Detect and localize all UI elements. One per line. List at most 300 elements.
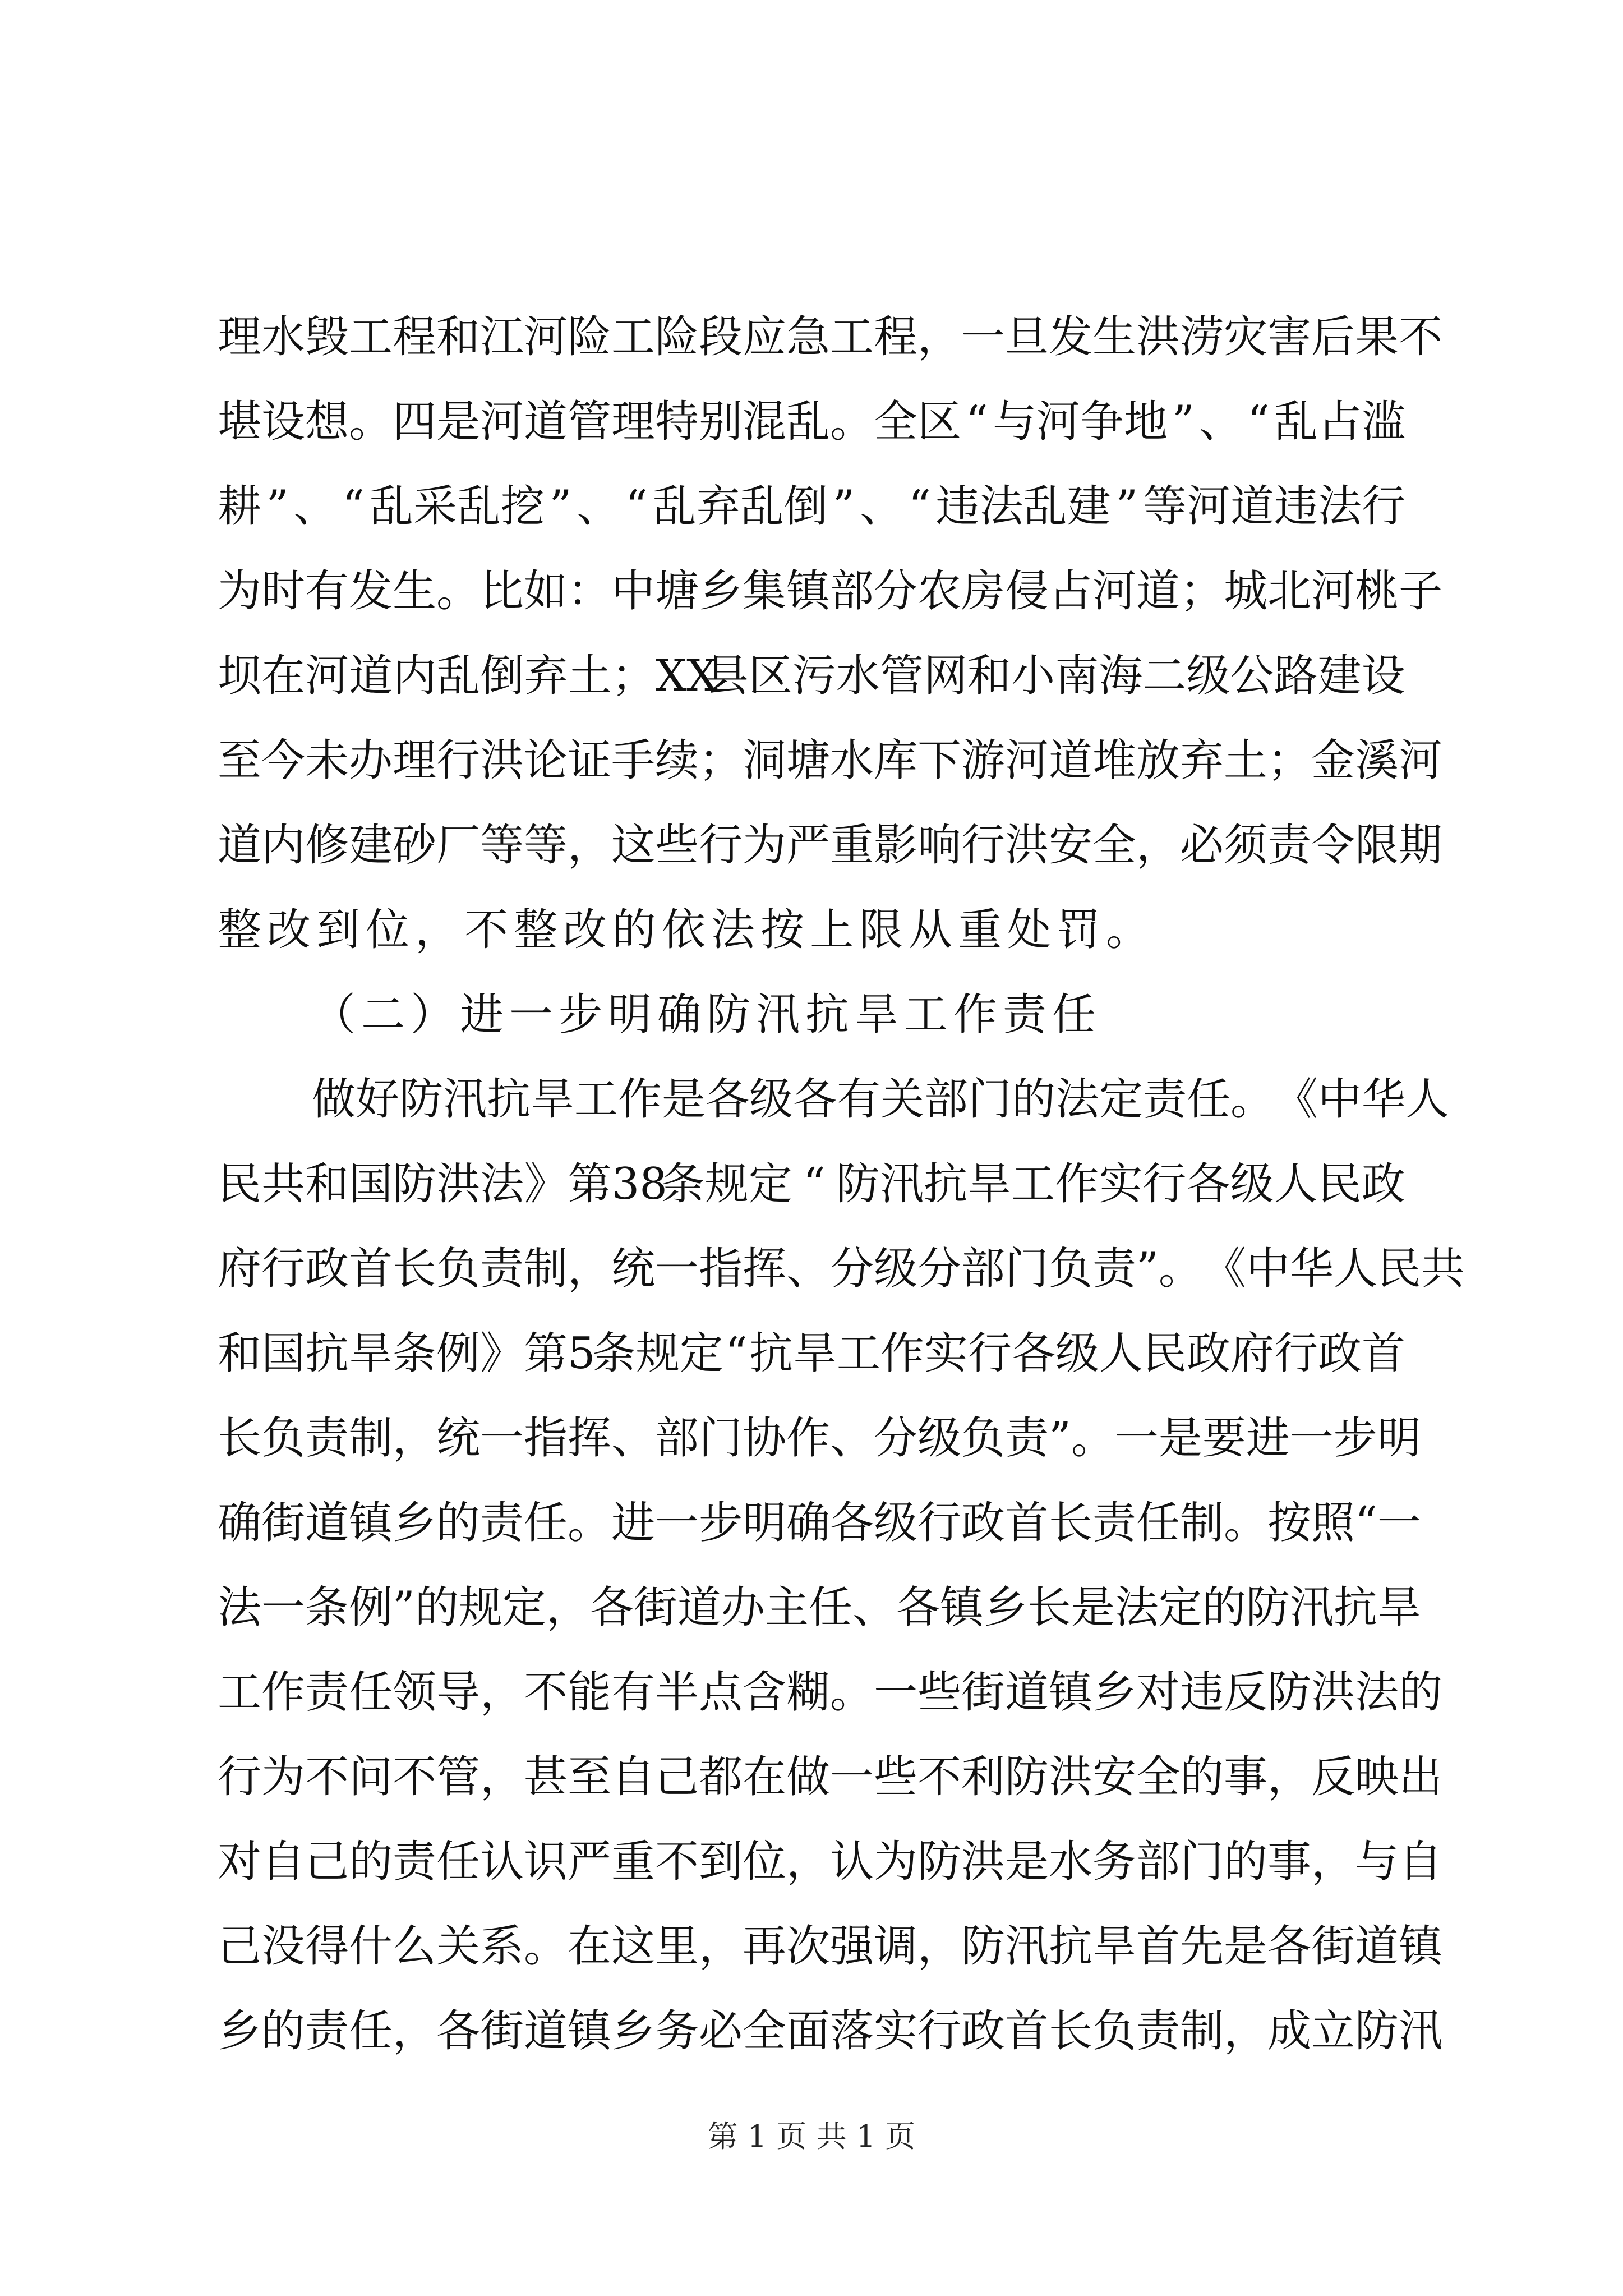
text-glyph: 耕: [218, 481, 262, 532]
paragraph-line: [218, 1498, 1421, 1548]
section-heading: （二）进一步明确防汛抗旱工作责任: [312, 990, 1102, 1040]
text-glyph: 分: [874, 566, 918, 616]
text-glyph: 乱: [652, 481, 697, 532]
text-glyph: 中: [611, 566, 656, 616]
text-glyph: 、: [860, 481, 904, 532]
text-glyph: 程: [393, 312, 437, 362]
text-glyph: 道: [349, 651, 393, 701]
text-glyph: 一: [961, 312, 1006, 362]
text-glyph: 不: [305, 1752, 349, 1802]
text-glyph: 坝: [218, 651, 262, 701]
text-glyph: 不: [524, 1667, 568, 1718]
text-glyph: 《: [1202, 1244, 1246, 1294]
text-glyph: 镇: [1049, 1667, 1093, 1718]
text-glyph: 影: [874, 820, 918, 871]
text-glyph: 急: [786, 312, 831, 362]
text-glyph: 落: [830, 2006, 874, 2056]
text-glyph: 统: [436, 1413, 481, 1464]
text-glyph: 段: [699, 312, 743, 362]
text-glyph: 己: [655, 1752, 699, 1802]
text-glyph: 级: [749, 1074, 794, 1125]
text-glyph: 各: [436, 2006, 481, 2056]
text-glyph: 灾: [1224, 312, 1268, 362]
text-glyph: 没: [261, 1921, 306, 1972]
text-glyph: 责: [480, 1244, 524, 1294]
text-glyph: 汛: [1005, 1921, 1049, 1972]
text-glyph: 作: [880, 1328, 925, 1379]
text-glyph: 中: [1318, 1074, 1362, 1125]
text-glyph: 弃: [696, 481, 740, 532]
text-glyph: ；: [699, 735, 743, 786]
text-glyph: 按: [1267, 1498, 1312, 1548]
text-glyph: 桃: [1355, 566, 1399, 616]
text-glyph: 政: [1361, 1159, 1405, 1209]
text-glyph: 行: [1142, 1159, 1187, 1209]
text-glyph: 5: [568, 1328, 596, 1379]
text-glyph: 一: [1289, 1413, 1334, 1464]
text-glyph: 次: [786, 1921, 831, 1972]
text-glyph: 长: [218, 1413, 262, 1464]
text-glyph: 门: [1005, 1244, 1049, 1294]
text-glyph: 国: [349, 1159, 393, 1209]
text-glyph: 人: [1274, 1159, 1318, 1209]
text-glyph: 至: [568, 1752, 612, 1802]
paragraph-line: [218, 397, 1406, 447]
text-glyph: 《: [1274, 1074, 1318, 1125]
text-glyph: 违: [1180, 1667, 1224, 1718]
text-glyph: 责: [1143, 1074, 1187, 1125]
text-glyph: 分: [874, 1413, 918, 1464]
text-glyph: 自: [261, 1837, 306, 1887]
text-glyph: 后: [1311, 312, 1355, 362]
text-glyph: “: [625, 481, 648, 532]
text-glyph: ，: [1267, 1752, 1312, 1802]
text-glyph: 到: [699, 1837, 743, 1887]
text-glyph: 洪: [1136, 312, 1181, 362]
text-glyph: 行: [961, 820, 1006, 871]
paragraph-line: [218, 481, 1405, 532]
text-glyph: 违: [935, 481, 980, 532]
text-glyph: 旱: [793, 1328, 837, 1379]
paragraph-line: [218, 1328, 1406, 1379]
text-glyph: 首: [349, 1244, 393, 1294]
text-glyph: 反: [1311, 1752, 1355, 1802]
text-glyph: 设: [261, 397, 306, 447]
text-glyph: 续: [655, 735, 699, 786]
text-glyph: 县: [704, 651, 749, 701]
text-glyph: 洪: [1049, 1752, 1093, 1802]
text-glyph: 一: [655, 1498, 699, 1548]
text-glyph: 洪: [961, 1837, 1006, 1887]
text-glyph: 乱: [1274, 397, 1318, 447]
text-glyph: 责: [393, 1837, 437, 1887]
text-glyph: 确: [786, 1498, 831, 1548]
text-glyph: 砂: [393, 820, 437, 871]
text-glyph: 防: [1355, 2006, 1399, 2056]
text-glyph: 抗: [1333, 1582, 1377, 1633]
text-glyph: 门: [1180, 1837, 1224, 1887]
text-glyph: 理: [611, 397, 656, 447]
text-glyph: 首: [1005, 1498, 1049, 1548]
text-glyph: ，: [917, 312, 962, 362]
text-glyph: 政: [961, 1498, 1006, 1548]
text-glyph: 民: [218, 1159, 262, 1209]
text-glyph: 毁: [305, 312, 349, 362]
text-glyph: 未: [305, 735, 349, 786]
text-glyph: 想: [305, 397, 349, 447]
text-glyph: 南: [1055, 651, 1099, 701]
text-glyph: 部: [924, 1074, 969, 1125]
text-glyph: 主: [764, 1582, 809, 1633]
text-glyph: 害: [1267, 312, 1312, 362]
text-glyph: 华: [1289, 1244, 1334, 1294]
text-glyph: 小: [1011, 651, 1055, 701]
text-glyph: 等: [1142, 481, 1187, 532]
text-glyph: “: [803, 1159, 826, 1209]
text-glyph: 是: [1158, 1413, 1202, 1464]
text-glyph: 集: [743, 566, 787, 616]
text-glyph: 令: [1311, 820, 1355, 871]
text-glyph: 和: [218, 1328, 262, 1379]
text-glyph: 系: [480, 1921, 524, 1972]
text-glyph: 街: [480, 2006, 524, 2056]
paragraph-line: [312, 1074, 1450, 1125]
text-glyph: 区: [917, 397, 962, 447]
text-glyph: 的: [1399, 1667, 1443, 1718]
text-glyph: 道: [218, 820, 262, 871]
text-glyph: 堆: [1092, 735, 1137, 786]
text-glyph: 什: [349, 1921, 393, 1972]
text-glyph: 放: [1136, 735, 1181, 786]
text-glyph: 倒: [480, 651, 524, 701]
text-glyph: ，: [786, 1837, 831, 1887]
text-glyph: 全: [874, 397, 918, 447]
text-glyph: 任: [349, 2006, 393, 2056]
page-number-footer: 第 1 页 共 1 页: [707, 2119, 916, 2154]
text-glyph: 识: [524, 1837, 568, 1887]
text-glyph: 占: [1318, 397, 1362, 447]
text-glyph: 街: [961, 1667, 1006, 1718]
text-glyph: 旱: [967, 1159, 1012, 1209]
text-glyph: 公: [1230, 651, 1274, 701]
text-glyph: 塘: [655, 566, 699, 616]
text-glyph: 河: [1005, 735, 1049, 786]
text-glyph: 乡: [983, 1582, 1027, 1633]
text-glyph: 旱: [531, 1074, 575, 1125]
text-glyph: 乡: [699, 566, 743, 616]
text-glyph: 作: [618, 1074, 662, 1125]
text-glyph: 些: [917, 1667, 962, 1718]
text-glyph: 责: [1136, 2006, 1181, 2056]
text-glyph: 些: [655, 820, 699, 871]
text-glyph: 、: [786, 1244, 831, 1294]
text-glyph: 果: [1355, 312, 1399, 362]
text-glyph: 责: [1092, 1244, 1137, 1294]
text-glyph: ，: [1136, 820, 1181, 871]
text-glyph: 响: [917, 820, 962, 871]
text-glyph: 行: [699, 820, 743, 871]
text-glyph: 特: [655, 397, 699, 447]
text-glyph: 分: [830, 1244, 874, 1294]
text-glyph: 工: [830, 312, 874, 362]
text-glyph: 负: [1049, 1244, 1093, 1294]
text-glyph: 水: [830, 735, 874, 786]
text-glyph: 作: [261, 1667, 306, 1718]
text-glyph: 条: [592, 1328, 637, 1379]
text-glyph: 事: [1224, 1752, 1268, 1802]
text-glyph: 溪: [1355, 735, 1399, 786]
text-glyph: 安: [1049, 820, 1093, 871]
text-glyph: 。: [524, 1921, 568, 1972]
text-glyph: 网: [924, 651, 968, 701]
text-glyph: 明: [743, 1498, 787, 1548]
text-glyph: 一: [830, 1752, 874, 1802]
text-glyph: 抗: [487, 1074, 531, 1125]
text-glyph: 、: [611, 1413, 656, 1464]
text-glyph: 洪: [436, 1159, 481, 1209]
text-glyph: 自: [611, 1752, 656, 1802]
text-glyph: 政: [1318, 1328, 1362, 1379]
text-glyph: 调: [874, 1921, 918, 1972]
paragraph-line: [218, 1667, 1443, 1718]
text-glyph: 一: [874, 1667, 918, 1718]
text-glyph: 各: [706, 1074, 750, 1125]
text-glyph: 各: [830, 1498, 874, 1548]
text-glyph: 是: [1224, 1921, 1268, 1972]
paragraph-line: [218, 2006, 1443, 2056]
text-glyph: 事: [1267, 1837, 1312, 1887]
text-glyph: 乱: [1023, 481, 1067, 532]
text-glyph: 民: [1143, 1328, 1187, 1379]
text-glyph: 明: [1377, 1413, 1421, 1464]
text-glyph: 房: [961, 566, 1006, 616]
text-glyph: 行: [917, 2006, 962, 2056]
text-glyph: 建: [1317, 651, 1362, 701]
text-glyph: 区: [748, 651, 792, 701]
text-glyph: 立: [1311, 2006, 1355, 2056]
text-glyph: 河: [305, 651, 349, 701]
text-glyph: 土: [568, 651, 612, 701]
text-glyph: 能: [568, 1667, 612, 1718]
text-glyph: 办: [721, 1582, 765, 1633]
text-glyph: 乱: [740, 481, 784, 532]
text-glyph: 导: [436, 1667, 481, 1718]
text-glyph: 务: [1092, 1837, 1137, 1887]
text-glyph: 应: [743, 312, 787, 362]
text-glyph: 厂: [436, 820, 481, 871]
text-glyph: ，: [546, 1582, 590, 1633]
text-glyph: 是: [1005, 1837, 1049, 1887]
text-glyph: 定: [680, 1328, 724, 1379]
text-glyph: 步: [1333, 1413, 1377, 1464]
text-glyph: 责: [305, 1413, 349, 1464]
text-glyph: 严: [568, 1837, 612, 1887]
text-glyph: 己: [218, 1921, 262, 1972]
text-glyph: 工: [837, 1328, 881, 1379]
text-glyph: 映: [1355, 1752, 1399, 1802]
text-glyph: 如: [524, 566, 568, 616]
text-glyph: 险: [655, 312, 699, 362]
paragraph-line: [218, 566, 1443, 616]
paragraph-line: [218, 1582, 1421, 1633]
text-glyph: 重: [830, 820, 874, 871]
text-glyph: 制: [349, 1413, 393, 1464]
text-glyph: 争: [1080, 397, 1124, 447]
text-glyph: 好: [356, 1074, 400, 1125]
text-glyph: 污: [792, 651, 836, 701]
text-glyph: 海: [1099, 651, 1143, 701]
text-glyph: 防: [399, 1074, 444, 1125]
text-glyph: 违: [1274, 481, 1318, 532]
text-glyph: 下: [917, 735, 962, 786]
text-glyph: 级: [1186, 651, 1230, 701]
text-glyph: 侵: [1005, 566, 1049, 616]
text-glyph: 水: [836, 651, 880, 701]
text-glyph: 洪: [1311, 1667, 1355, 1718]
text-glyph: 今: [261, 735, 306, 786]
text-glyph: 强: [830, 1921, 874, 1972]
text-glyph: 责: [1092, 1498, 1137, 1548]
text-glyph: 政: [1187, 1328, 1231, 1379]
text-glyph: 规: [636, 1328, 680, 1379]
text-glyph: 糊: [786, 1667, 831, 1718]
text-glyph: ”: [393, 1582, 415, 1633]
text-glyph: 工: [1011, 1159, 1055, 1209]
text-glyph: 各: [1186, 1159, 1230, 1209]
text-glyph: 民: [1377, 1244, 1421, 1294]
text-glyph: 的: [1012, 1074, 1056, 1125]
text-glyph: 的: [1202, 1582, 1246, 1633]
text-glyph: 水: [1049, 1837, 1093, 1887]
text-glyph: 法: [979, 481, 1023, 532]
text-glyph: 河: [1399, 735, 1443, 786]
text-glyph: 镇: [568, 2006, 612, 2056]
text-glyph: 建: [349, 820, 393, 871]
text-glyph: 乱: [369, 481, 413, 532]
text-glyph: 与: [993, 397, 1037, 447]
text-glyph: 镇: [939, 1582, 984, 1633]
text-glyph: 金: [1311, 735, 1355, 786]
paragraph-line: [218, 1921, 1443, 1972]
text-glyph: 旱: [1377, 1582, 1421, 1633]
text-glyph: “: [1247, 397, 1270, 447]
text-glyph: 滥: [1362, 397, 1406, 447]
text-glyph: 修: [305, 820, 349, 871]
paragraph-line: [218, 820, 1443, 871]
text-glyph: 么: [393, 1921, 437, 1972]
text-glyph: 不: [1399, 312, 1443, 362]
text-glyph: 问: [349, 1752, 393, 1802]
text-glyph: 。: [1230, 1074, 1275, 1125]
text-glyph: 塘: [786, 735, 831, 786]
text-glyph: 要: [1202, 1413, 1246, 1464]
text-glyph: 实: [1099, 1159, 1143, 1209]
text-glyph: 有: [837, 1074, 881, 1125]
text-glyph: 和: [305, 1159, 349, 1209]
text-glyph: 华: [1362, 1074, 1406, 1125]
text-glyph: 全: [1136, 1752, 1181, 1802]
text-glyph: 法: [218, 1582, 262, 1633]
text-glyph: 责: [1005, 1413, 1049, 1464]
text-glyph: 抗: [1049, 1921, 1093, 1972]
text-glyph: 利: [961, 1752, 1006, 1802]
text-glyph: 全: [1092, 820, 1137, 871]
text-glyph: 至: [218, 735, 262, 786]
text-glyph: 镇: [786, 566, 831, 616]
text-glyph: 地: [1124, 397, 1168, 447]
text-glyph: 河: [1186, 481, 1230, 532]
text-glyph: 己: [305, 1837, 349, 1887]
text-glyph: 38: [611, 1159, 667, 1209]
text-glyph: 河: [1036, 397, 1081, 447]
text-glyph: 各: [1267, 1921, 1312, 1972]
text-glyph: 首: [1362, 1328, 1406, 1379]
text-glyph: ：: [568, 566, 612, 616]
text-glyph: 责: [305, 1667, 349, 1718]
text-glyph: 道: [524, 2006, 568, 2056]
text-glyph: ；: [1180, 566, 1224, 616]
text-glyph: ，: [568, 1244, 612, 1294]
text-glyph: ，: [1224, 2006, 1268, 2056]
text-glyph: 四: [393, 397, 437, 447]
text-glyph: 实: [874, 2006, 918, 2056]
text-glyph: 证: [568, 735, 612, 786]
text-glyph: ”: [266, 481, 289, 532]
text-glyph: ，: [480, 1667, 524, 1718]
text-glyph: 行: [436, 735, 481, 786]
text-glyph: 工: [574, 1074, 619, 1125]
text-glyph: 挥: [568, 1413, 612, 1464]
text-glyph: 的: [1180, 1752, 1224, 1802]
text-glyph: 防: [1246, 1582, 1290, 1633]
text-glyph: 第: [568, 1159, 612, 1209]
text-glyph: 重: [611, 1837, 656, 1887]
text-glyph: 在: [261, 651, 306, 701]
text-glyph: 采: [413, 481, 457, 532]
text-glyph: 得: [305, 1921, 349, 1972]
text-glyph: 抗: [924, 1159, 968, 1209]
text-glyph: 设: [1361, 651, 1405, 701]
text-glyph: ，: [393, 2006, 437, 2056]
text-glyph: 道: [677, 1582, 721, 1633]
text-glyph: 和: [967, 651, 1012, 701]
text-glyph: 。: [436, 566, 481, 616]
text-glyph: 道: [1005, 1667, 1049, 1718]
text-glyph: 法: [480, 1159, 524, 1209]
text-glyph: 汛: [1399, 2006, 1443, 2056]
text-glyph: 与: [1355, 1837, 1399, 1887]
text-glyph: 旱: [349, 1328, 393, 1379]
text-glyph: 混: [743, 397, 787, 447]
text-glyph: 一: [480, 1413, 524, 1464]
text-glyph: 这: [611, 820, 656, 871]
text-glyph: 进: [1246, 1413, 1290, 1464]
text-glyph: 期: [1399, 820, 1443, 871]
text-glyph: 认: [480, 1837, 524, 1887]
text-glyph: 人: [1405, 1074, 1450, 1125]
text-glyph: 协: [743, 1413, 787, 1464]
text-glyph: 理: [393, 735, 437, 786]
text-glyph: 挖: [500, 481, 545, 532]
text-glyph: 成: [1267, 2006, 1312, 2056]
text-glyph: 弃: [1180, 735, 1224, 786]
text-glyph: 含: [743, 1667, 787, 1718]
text-glyph: 城: [1224, 566, 1268, 616]
text-glyph: 责: [480, 1498, 524, 1548]
text-glyph: 长: [393, 1244, 437, 1294]
text-glyph: 行: [968, 1328, 1012, 1379]
text-glyph: 部: [1136, 1837, 1181, 1887]
